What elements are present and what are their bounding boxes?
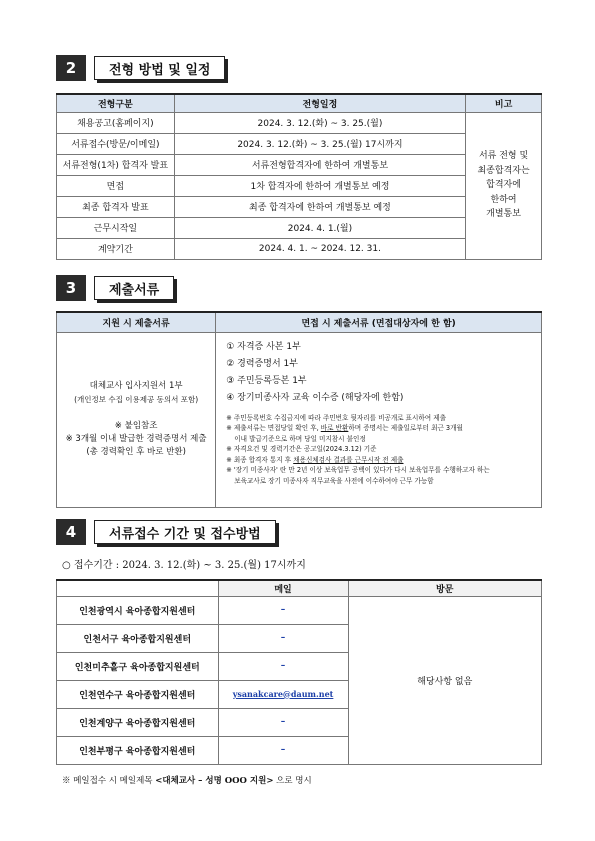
col-header: 전형일정 [174, 94, 465, 112]
section-title: 전형 방법 및 일정 [94, 56, 225, 80]
table-cell: 최종 합격자에 한하여 개별통보 예정 [174, 196, 465, 217]
mail-cell: – [218, 652, 348, 680]
doc-note: ※ 주민등록번호 수집금지에 따라 주민번호 뒷자리를 비공개로 표시하여 제출 [226, 413, 446, 422]
doc-note: 보육교사로 장기 미종사자 직무교육을 사전에 이수하여야 근무 가능함 [234, 476, 434, 485]
table-cell: 2024. 4. 1.(월) [174, 217, 465, 238]
doc-note: ※ 최종 합격자 통지 후 채용신체검사 결과를 근무시작 전 제출 [226, 455, 404, 464]
section-number: 4 [56, 519, 86, 545]
col-header: 전형구분 [57, 94, 175, 112]
table-cell: 서류전형합격자에 한하여 개별통보 [174, 154, 465, 175]
col-header: 면접 시 제출서류 (면접대상자에 한 함) [216, 312, 542, 332]
apply-doc-line: ※ 붙임참조 [114, 421, 158, 431]
center-name: 인천연수구 육아종합지원센터 [57, 680, 219, 708]
doc-note: ※ 자격요건 및 경력기간은 공고일(2024.3.12) 기준 [226, 445, 377, 453]
section-title: 서류접수 기간 및 접수방법 [94, 520, 276, 544]
apply-doc-line: (총 경력확인 후 바로 반환) [86, 447, 186, 457]
note-line: 한하여 [490, 194, 517, 205]
doc-note: ※ 제출서류는 면접당일 확인 후, 바로 반환하며 증명서는 제출일로부터 최근 3개월 [226, 424, 463, 432]
section-title: 제출서류 [94, 276, 174, 300]
mail-cell: – [218, 736, 348, 764]
mail-cell: – [218, 624, 348, 652]
center-name: 인천계양구 육아종합지원센터 [57, 708, 219, 736]
note-line: 개별통보 [486, 209, 521, 220]
doc-item: ① 자격증 사본 1부 [226, 341, 301, 352]
apply-doc-line: (개인정보 수집 이용제공 동의서 포함) [74, 395, 199, 404]
col-header [57, 580, 219, 596]
table-cell: 1차 합격자에 한하여 개별통보 예정 [174, 175, 465, 196]
center-name: 인천광역시 육아종합지원센터 [57, 596, 219, 624]
section-4-header [56, 518, 276, 546]
table-cell: 2024. 4. 1. ~ 2024. 12. 31. [174, 238, 465, 259]
apply-docs-cell [57, 332, 216, 507]
doc-item: ③ 주민등록등본 1부 [226, 375, 307, 386]
table-cell: 근무시작일 [57, 217, 175, 238]
note-line: 서류 전형 및 [478, 151, 529, 162]
col-header: 비고 [466, 94, 542, 112]
doc-item: ② 경력증명서 1부 [226, 358, 298, 369]
section-number: 2 [56, 55, 86, 81]
section-2-header [56, 54, 225, 82]
visit-cell: 해당사항 없음 [348, 596, 542, 764]
col-header: 방문 [348, 580, 542, 596]
note-line: 최종합격자는 [477, 165, 530, 176]
table-cell: 2024. 3. 12.(화) ~ 3. 25.(월) [174, 112, 465, 133]
apply-doc-line: 대체교사 입사지원서 1부 [89, 381, 183, 391]
submission-period: ○ 접수기간 : 2024. 3. 12.(화) ~ 3. 25.(월) 17시까지 [62, 560, 306, 571]
doc-note: ※ '장기 미종사자' 란 만 2년 이상 보육업무 공백이 있다가 다시 보육업무를 수행하고자 하는 [226, 466, 490, 474]
center-name: 인천부평구 육아종합지원센터 [57, 736, 219, 764]
section-number: 3 [56, 275, 86, 301]
mail-subject-note: ※ 메일접수 시 메일제목 <대체교사 – 성명 OOO 지원> 으로 명시 [62, 776, 312, 786]
mail-cell [218, 680, 348, 708]
doc-item: ④ 장기미종사자 교육 이수증 (해당자에 한함) [226, 392, 404, 403]
submission-table [56, 579, 542, 765]
documents-table [56, 311, 542, 508]
note-cell [466, 112, 542, 259]
doc-note: 이내 발급기준으로 하며 당일 미지참시 불인정 [234, 434, 366, 443]
schedule-table [56, 93, 542, 260]
apply-doc-line: ※ 3개월 이내 발급한 경력증명서 제출 [65, 434, 207, 444]
center-name: 인천미추홀구 육아종합지원센터 [57, 652, 219, 680]
table-cell: 서류전형(1차) 합격자 발표 [57, 154, 175, 175]
table-cell: 채용공고(홈페이지) [57, 112, 175, 133]
col-header: 지원 시 제출서류 [57, 312, 216, 332]
note-line: 합격자에 [486, 180, 521, 191]
table-cell: 2024. 3. 12.(화) ~ 3. 25.(월) 17시까지 [174, 133, 465, 154]
email-link[interactable]: ysanakcare@daum.net [232, 688, 334, 699]
col-header: 메일 [218, 580, 348, 596]
table-cell: 면접 [57, 175, 175, 196]
mail-cell: – [218, 708, 348, 736]
center-name: 인천서구 육아종합지원센터 [57, 624, 219, 652]
table-cell: 최종 합격자 발표 [57, 196, 175, 217]
mail-cell: – [218, 596, 348, 624]
section-3-header [56, 274, 174, 302]
table-cell: 서류접수(방문/이메일) [57, 133, 175, 154]
table-cell: 계약기간 [57, 238, 175, 259]
interview-docs-cell [216, 332, 542, 507]
